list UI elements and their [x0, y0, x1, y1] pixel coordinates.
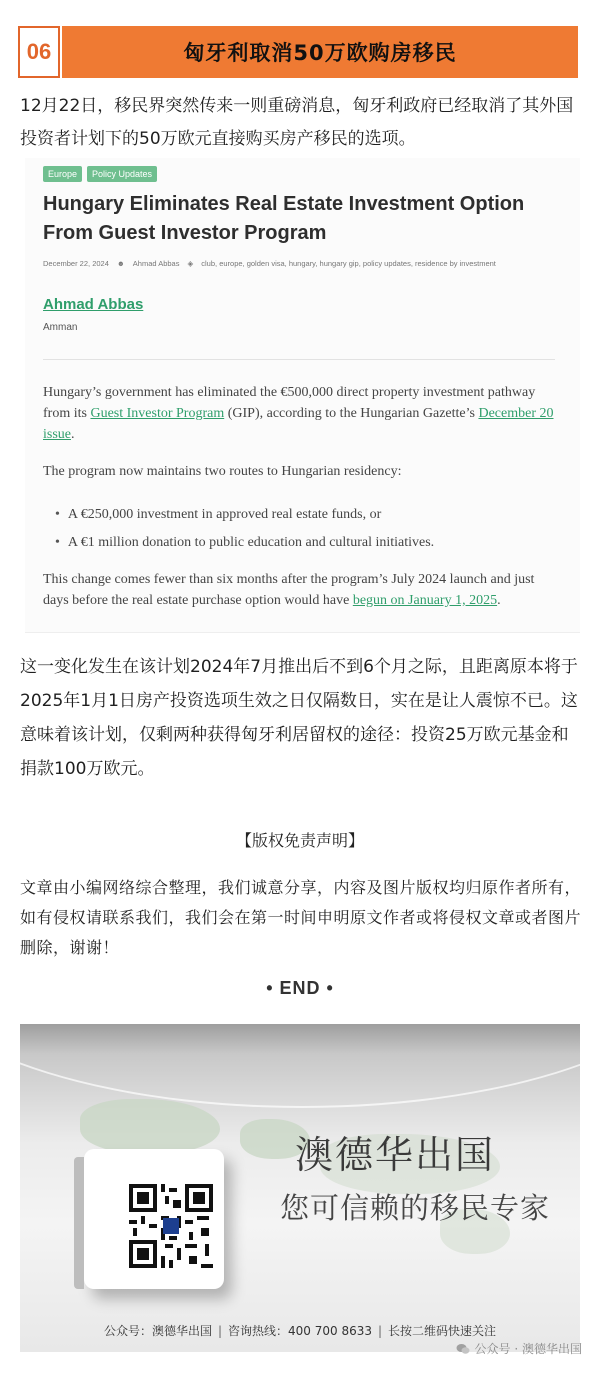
user-icon: ☻: [116, 259, 125, 268]
meta-author[interactable]: Ahmad Abbas: [132, 259, 180, 268]
section-title: 匈牙利取消50万欧购房移民: [183, 41, 457, 65]
section-header: [18, 26, 578, 78]
article-screenshot: [25, 158, 580, 633]
intro-paragraph: 12月22日，移民界突然传来一则重磅消息，匈牙利政府已经取消了其外国投资者计划下的50万欧元直接购买房产移民的选项。: [20, 96, 574, 149]
qr-logo: [163, 1218, 179, 1234]
world-map-shape: [80, 1099, 220, 1154]
wechat-icon: [456, 1343, 470, 1355]
guest-investor-program-link[interactable]: Guest Investor Program: [90, 406, 225, 421]
list-item: • A €250,000 investment in approved real estate funds, or: [55, 501, 434, 529]
brand-slogan: 您可信赖的移民专家: [280, 1191, 551, 1225]
copyright-body: 文章由小编网络综合整理，我们诚意分享，内容及图片版权均归原作者所有，如有侵权请联系我们，我们会在第一时间申明原文作者或将侵权文章或者图片删除，谢谢！: [20, 878, 582, 957]
article-tags: [43, 166, 157, 182]
article-bullet-list: [55, 501, 434, 557]
end-mark: • END •: [266, 978, 334, 998]
list-item: • A €1 million donation to public education and cultural initiatives.: [55, 529, 434, 557]
text-run: Hungary’s government has eliminated the €500,000 direct property investment pathway from its: [43, 385, 536, 421]
qr-code-icon[interactable]: [129, 1184, 213, 1268]
qr-cube: [84, 1149, 224, 1289]
promo-banner: [20, 1024, 580, 1352]
separator: |: [377, 1324, 383, 1338]
decorative-arc: [20, 1024, 580, 1108]
tag-europe[interactable]: Europe: [43, 166, 82, 182]
contact-hotline: 咨询热线：400 700 8633: [228, 1324, 372, 1338]
author-link[interactable]: Ahmad Abbas: [43, 296, 144, 313]
text-run: .: [71, 427, 75, 442]
text-run: .: [497, 593, 501, 608]
article-date: December 22, 2024: [43, 259, 109, 268]
article-meta: [43, 259, 563, 268]
tag-icon: ◈: [187, 259, 194, 268]
article-paragraph-2: The program now maintains two routes to Hungarian residency:: [43, 464, 402, 479]
summary-paragraph: 这一变化发生在该计划2024年7月推出后不到6个月之际，且距离原本将于2025年1月1日房产投资选项生效之日仅隔数日，实在是让人震惊不已。这意味着该计划，仅剩两种获得匈牙利居留权的途径：投资25万欧元基金和捐款100万欧元。: [20, 657, 578, 779]
article-paragraph-1: [43, 382, 558, 445]
december-20-issue-link[interactable]: December 20 issue: [43, 406, 554, 442]
divider: [43, 359, 555, 360]
contact-account: 公众号：澳德华出国: [103, 1324, 212, 1338]
section-title-bar: [62, 26, 578, 78]
meta-tags[interactable]: club, europe, golden visa, hungary, hungary gip, policy updates, residence by investment: [201, 259, 496, 268]
text-run: (GIP), according to the Hungarian Gazette’s: [224, 406, 479, 421]
separator: |: [217, 1324, 222, 1338]
watermark-text: 公众号 · 澳德华出国: [474, 1342, 582, 1356]
article-paragraph-3: [43, 569, 558, 611]
watermark: [456, 1340, 582, 1357]
text-run: This change comes fewer than six months after the program’s July 2024 launch and just days before the real estate purchase option would have: [43, 572, 535, 608]
begun-on-link[interactable]: begun on January 1, 2025: [352, 593, 498, 608]
tag-policy-updates[interactable]: Policy Updates: [87, 166, 157, 182]
copyright-heading: 【版权免责声明】: [235, 831, 364, 850]
article-title: Hungary Eliminates Real Estate Investment Option From Guest Investor Program: [43, 193, 525, 244]
section-number: 06: [18, 26, 60, 78]
contact-line: [20, 1322, 580, 1339]
brand-name: 澳德华出国: [295, 1133, 496, 1177]
author-location: Amman: [43, 322, 78, 333]
contact-qr-hint: 长按二维码快速关注: [388, 1324, 497, 1338]
